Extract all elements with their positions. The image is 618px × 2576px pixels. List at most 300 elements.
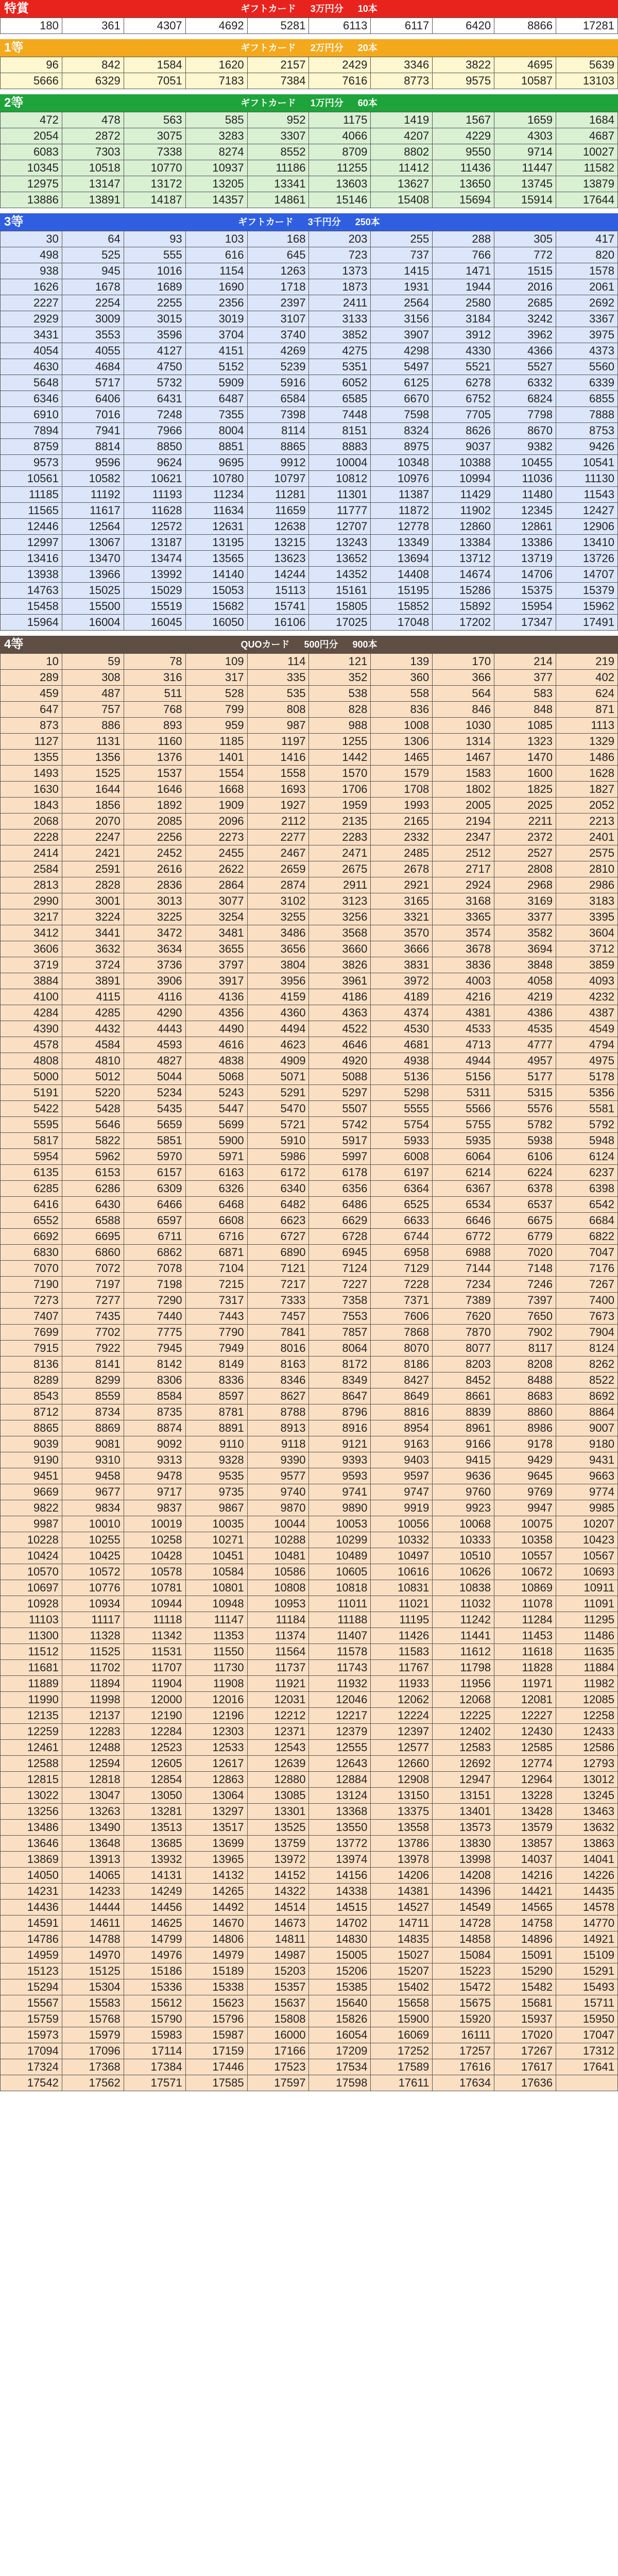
winning-number: 1175	[309, 112, 371, 128]
winning-number: 2165	[371, 814, 433, 829]
table-row	[1, 160, 618, 176]
winning-number: 2911	[309, 877, 371, 893]
winning-number: 959	[185, 718, 247, 734]
winning-number: 511	[124, 686, 185, 702]
winning-number: 5754	[371, 1117, 433, 1133]
winning-number: 988	[309, 718, 371, 734]
winning-number: 7902	[494, 1325, 556, 1341]
winning-number: 4298	[371, 343, 433, 359]
winning-number: 14408	[371, 567, 433, 583]
winning-number: 5177	[494, 1069, 556, 1085]
winning-number: 2135	[309, 814, 371, 829]
winning-number: 4684	[62, 359, 124, 375]
winning-number: 5555	[371, 1101, 433, 1117]
winning-number: 7443	[185, 1309, 247, 1325]
winning-number: 1185	[185, 734, 247, 750]
winning-number: 13047	[62, 1788, 124, 1804]
table-row	[1, 1836, 618, 1852]
winning-number: 6608	[185, 1213, 247, 1229]
winning-number: 4054	[1, 343, 62, 359]
winning-number: 4944	[433, 1053, 494, 1069]
prize-amount: 500円分	[304, 639, 338, 650]
table-row	[1, 503, 618, 519]
winning-number: 289	[1, 670, 62, 686]
winning-number: 7915	[1, 1341, 62, 1357]
winning-number: 2808	[494, 861, 556, 877]
winning-number: 203	[309, 231, 371, 247]
winning-number: 5497	[371, 359, 433, 375]
winning-number: 14861	[247, 192, 309, 208]
winning-number: 11921	[247, 1676, 309, 1692]
winning-number: 14858	[433, 1931, 494, 1947]
winning-number: 1944	[433, 279, 494, 295]
winning-number: 498	[1, 247, 62, 263]
winning-number: 10869	[494, 1580, 556, 1596]
winning-number: 7949	[185, 1341, 247, 1357]
winning-number: 6326	[185, 1181, 247, 1197]
winning-number: 9822	[1, 1500, 62, 1516]
winning-number: 647	[1, 702, 62, 718]
winning-number: 2828	[62, 877, 124, 893]
section-header	[0, 636, 618, 653]
winning-number: 8975	[371, 439, 433, 455]
table-row	[1, 343, 618, 359]
section-header	[0, 94, 618, 112]
winning-number: 5817	[1, 1133, 62, 1149]
winning-number: 13772	[309, 1836, 371, 1852]
winning-number: 1570	[309, 766, 371, 782]
winning-number: 3574	[433, 925, 494, 941]
winning-number: 11412	[371, 160, 433, 176]
winning-number: 3346	[371, 57, 433, 73]
winning-number: 352	[309, 670, 371, 686]
winning-number: 4695	[494, 57, 556, 73]
table-row	[1, 455, 618, 471]
winning-number: 3377	[494, 909, 556, 925]
winning-number: 7435	[62, 1309, 124, 1325]
winning-number: 15808	[247, 2011, 309, 2027]
winning-number: 4522	[309, 1021, 371, 1037]
winning-number: 14208	[433, 1868, 494, 1884]
winning-number: 12533	[185, 1740, 247, 1756]
winning-number: 2347	[433, 829, 494, 845]
prize-description	[0, 216, 618, 228]
winning-number: 10075	[494, 1516, 556, 1532]
winning-number: 15567	[1, 1995, 62, 2011]
table-row	[1, 1101, 618, 1117]
winning-number: 6135	[1, 1165, 62, 1181]
table-row	[1, 1085, 618, 1101]
winning-number: 478	[62, 112, 124, 128]
winning-number: 2929	[1, 311, 62, 327]
winning-number: 6822	[556, 1229, 618, 1245]
winning-number: 6585	[309, 391, 371, 407]
table-row	[1, 1580, 618, 1596]
winning-number: 16054	[309, 2027, 371, 2043]
winning-number: 6214	[433, 1165, 494, 1181]
winning-number: 13205	[185, 176, 247, 192]
winning-number: 12854	[124, 1772, 185, 1788]
winning-number: 9769	[494, 1484, 556, 1500]
winning-number: 180	[1, 18, 62, 34]
winning-number: 15375	[494, 583, 556, 599]
winning-number: 525	[62, 247, 124, 263]
winning-number: 8543	[1, 1388, 62, 1404]
table-row	[1, 1820, 618, 1836]
winning-number: 3859	[556, 957, 618, 973]
winning-number: 6945	[309, 1245, 371, 1261]
table-row	[1, 112, 618, 128]
table-row	[1, 686, 618, 702]
winning-number: 15950	[556, 2011, 618, 2027]
winning-number: 12345	[494, 503, 556, 519]
winning-number: 5012	[62, 1069, 124, 1085]
winning-number: 7888	[556, 407, 618, 423]
table-row	[1, 877, 618, 893]
winning-number: 4387	[556, 1005, 618, 1021]
winning-number: 11512	[1, 1644, 62, 1660]
winning-number: 10388	[433, 455, 494, 471]
table-row	[1, 1420, 618, 1436]
table-row	[1, 1916, 618, 1931]
winning-number: 1306	[371, 734, 433, 750]
winning-number: 8274	[185, 144, 247, 160]
table-row	[1, 925, 618, 941]
winning-number: 214	[494, 654, 556, 670]
table-row	[1, 144, 618, 160]
winning-number: 2096	[185, 814, 247, 829]
prize-type: ギフトカード	[238, 217, 294, 227]
table-row	[1, 893, 618, 909]
winning-number: 13067	[62, 535, 124, 551]
winning-number: 1802	[433, 782, 494, 798]
winning-number: 3906	[124, 973, 185, 989]
winning-number: 1706	[309, 782, 371, 798]
winning-number: 11436	[433, 160, 494, 176]
winning-number: 4432	[62, 1021, 124, 1037]
winning-number: 3123	[309, 893, 371, 909]
winning-number: 13243	[309, 535, 371, 551]
winning-number: 6367	[433, 1181, 494, 1197]
winning-number: 2228	[1, 829, 62, 845]
winning-number: 8986	[494, 1420, 556, 1436]
winning-number: 528	[185, 686, 247, 702]
table-row	[1, 1612, 618, 1628]
winning-number: 4189	[371, 989, 433, 1005]
winning-number: 15973	[1, 2027, 62, 2043]
winning-number: 5721	[247, 1117, 309, 1133]
table-row	[1, 583, 618, 599]
winning-number: 10510	[433, 1548, 494, 1564]
winning-number: 3822	[433, 57, 494, 73]
winning-number: 17542	[1, 2075, 62, 2091]
winning-number: 14226	[556, 1868, 618, 1884]
winning-number: 13830	[433, 1836, 494, 1852]
winning-number: 8552	[247, 144, 309, 160]
winning-number: 3395	[556, 909, 618, 925]
winning-number: 5938	[494, 1133, 556, 1149]
winning-number: 836	[371, 702, 433, 718]
winning-number: 9535	[185, 1468, 247, 1484]
winning-number: 6416	[1, 1197, 62, 1213]
winning-number: 12258	[556, 1708, 618, 1724]
winning-number: 1085	[494, 718, 556, 734]
winning-number: 3836	[433, 957, 494, 973]
winning-number: 7333	[247, 1293, 309, 1309]
winning-number: 4363	[309, 1005, 371, 1021]
winning-number: 6420	[433, 18, 494, 34]
winning-number: 3604	[556, 925, 618, 941]
winning-number: 11777	[309, 503, 371, 519]
winning-number: 2016	[494, 279, 556, 295]
winning-number: 828	[309, 702, 371, 718]
winning-number: 8597	[185, 1388, 247, 1404]
winning-number: 8349	[309, 1372, 371, 1388]
winning-number: 6178	[309, 1165, 371, 1181]
winning-number: 402	[556, 670, 618, 686]
winning-number: 14421	[494, 1884, 556, 1900]
winning-number: 9573	[1, 455, 62, 471]
winning-number: 17020	[494, 2027, 556, 2043]
winning-number: 5659	[124, 1117, 185, 1133]
winning-number: 14396	[433, 1884, 494, 1900]
winning-number: 8661	[433, 1388, 494, 1404]
winning-number: 3412	[1, 925, 62, 941]
winning-number: 13256	[1, 1804, 62, 1820]
winning-number: 6125	[371, 375, 433, 391]
winning-number: 7358	[309, 1293, 371, 1309]
winning-number: 10004	[309, 455, 371, 471]
winning-number: 10056	[371, 1516, 433, 1532]
winning-number: 14352	[309, 567, 371, 583]
winning-number: 7183	[185, 73, 247, 89]
winning-number: 13966	[62, 567, 124, 583]
table-row	[1, 1516, 618, 1532]
winning-number: 12617	[185, 1756, 247, 1772]
table-row	[1, 1852, 618, 1868]
winning-number: 17523	[247, 2059, 309, 2075]
winning-number: 2685	[494, 295, 556, 311]
winning-number: 12639	[247, 1756, 309, 1772]
winning-number: 12707	[309, 519, 371, 535]
table-row	[1, 1868, 618, 1884]
winning-number: 3441	[62, 925, 124, 941]
table-row	[1, 1708, 618, 1724]
prize-section	[0, 39, 618, 89]
winning-number: 1486	[556, 750, 618, 766]
winning-number: 5435	[124, 1101, 185, 1117]
winning-number: 8860	[494, 1404, 556, 1420]
table-row	[1, 551, 618, 567]
winning-number: 9837	[124, 1500, 185, 1516]
table-row	[1, 1117, 618, 1133]
winning-number: 12660	[371, 1756, 433, 1772]
winning-number: 13623	[247, 551, 309, 567]
winning-number: 4692	[185, 18, 247, 34]
table-row	[1, 1005, 618, 1021]
winning-number: 5527	[494, 359, 556, 375]
winning-number: 3486	[247, 925, 309, 941]
winning-number: 11702	[62, 1660, 124, 1676]
winning-number: 13470	[62, 551, 124, 567]
winning-number: 8452	[433, 1372, 494, 1388]
winning-number: 4151	[185, 343, 247, 359]
winning-number: 2584	[1, 861, 62, 877]
winning-number: 12062	[371, 1692, 433, 1708]
winning-number: 3907	[371, 327, 433, 343]
winning-number: 12947	[433, 1772, 494, 1788]
table-row	[1, 829, 618, 845]
winning-number: 8346	[247, 1372, 309, 1388]
winning-number: 17281	[556, 18, 618, 34]
section-gap	[0, 34, 618, 39]
section-header	[0, 0, 618, 18]
winning-number: 1471	[433, 263, 494, 279]
winning-number: 2025	[494, 798, 556, 814]
winning-number: 3712	[556, 941, 618, 957]
prize-description	[0, 42, 618, 54]
prize-rank: 4等	[4, 637, 24, 651]
winning-number: 6890	[247, 1245, 309, 1261]
winning-number: 10572	[62, 1564, 124, 1580]
winning-number: 10780	[185, 471, 247, 487]
winning-number: 4938	[371, 1053, 433, 1069]
prize-section	[0, 213, 618, 631]
winning-number: 7317	[185, 1293, 247, 1309]
winning-number: 3156	[371, 311, 433, 327]
winning-number: 4386	[494, 1005, 556, 1021]
winning-number: 13297	[185, 1804, 247, 1820]
winning-number: 10044	[247, 1516, 309, 1532]
winning-number: 9867	[185, 1500, 247, 1516]
winning-number: 11707	[124, 1660, 185, 1676]
winning-number: 13978	[371, 1852, 433, 1868]
winning-number: 8683	[494, 1388, 556, 1404]
winning-number: 945	[62, 263, 124, 279]
winning-number: 10557	[494, 1548, 556, 1564]
winning-number: 7398	[247, 407, 309, 423]
winning-number: 12433	[556, 1724, 618, 1740]
winning-number: 15675	[433, 1995, 494, 2011]
winning-number: 13579	[494, 1820, 556, 1836]
winning-number: 11284	[494, 1612, 556, 1628]
winning-number: 13573	[433, 1820, 494, 1836]
winning-number: 10053	[309, 1516, 371, 1532]
prize-count: 10本	[357, 4, 377, 14]
winning-number: 12583	[433, 1740, 494, 1756]
winning-number: 14811	[247, 1931, 309, 1947]
winning-number: 10697	[1, 1580, 62, 1596]
winning-number: 10451	[185, 1548, 247, 1564]
winning-number: 10567	[556, 1548, 618, 1564]
winning-number: 12631	[185, 519, 247, 535]
winning-number: 12016	[185, 1692, 247, 1708]
winning-number: 3826	[309, 957, 371, 973]
winning-number: 5243	[185, 1085, 247, 1101]
winning-number: 305	[494, 231, 556, 247]
winning-number: 11195	[371, 1612, 433, 1628]
winning-numbers-table	[0, 653, 618, 2091]
winning-number: 2485	[371, 845, 433, 861]
winning-number: 7870	[433, 1325, 494, 1341]
winning-number: 6824	[494, 391, 556, 407]
table-row	[1, 1149, 618, 1165]
winning-number: 893	[124, 718, 185, 734]
winning-number: 6124	[556, 1149, 618, 1165]
winning-number: 4303	[494, 128, 556, 144]
winning-number: 1515	[494, 263, 556, 279]
section-gap	[0, 631, 618, 636]
winning-number: 7894	[1, 423, 62, 439]
winning-number: 8753	[556, 423, 618, 439]
winning-number: 10994	[433, 471, 494, 487]
winning-number: 1678	[62, 279, 124, 295]
winning-number: 2591	[62, 861, 124, 877]
winning-number: 8735	[124, 1404, 185, 1420]
winning-number: 17025	[309, 615, 371, 631]
table-row	[1, 2043, 618, 2059]
winning-number: 3719	[1, 957, 62, 973]
winning-number: 13215	[247, 535, 309, 551]
table-row	[1, 1644, 618, 1660]
winning-number: 3582	[494, 925, 556, 941]
winning-number: 13375	[371, 1804, 433, 1820]
winning-number: 15113	[247, 583, 309, 599]
winning-number: 9118	[247, 1436, 309, 1452]
winning-number: 2659	[247, 861, 309, 877]
winning-number: 15681	[494, 1995, 556, 2011]
winning-number: 15223	[433, 1963, 494, 1979]
winning-number: 1131	[62, 734, 124, 750]
winning-number: 11091	[556, 1596, 618, 1612]
winning-number: 14987	[247, 1947, 309, 1963]
winning-number: 9890	[309, 1500, 371, 1516]
winning-number: 2836	[124, 877, 185, 893]
winning-number: 139	[371, 654, 433, 670]
winning-number: 7020	[494, 1245, 556, 1261]
winning-number: 15892	[433, 599, 494, 615]
winning-number: 6752	[433, 391, 494, 407]
winning-number: 15796	[185, 2011, 247, 2027]
winning-number: 11971	[494, 1676, 556, 1692]
winning-number: 15790	[124, 2011, 185, 2027]
winning-number: 7945	[124, 1341, 185, 1357]
winning-number: 6744	[371, 1229, 433, 1245]
winning-number: 8336	[185, 1372, 247, 1388]
winning-number: 12068	[433, 1692, 494, 1708]
table-row	[1, 615, 618, 631]
winning-number: 17384	[124, 2059, 185, 2075]
winning-number: 12303	[185, 1724, 247, 1740]
winning-number: 6728	[309, 1229, 371, 1245]
winning-number: 12997	[1, 535, 62, 551]
winning-number: 5521	[433, 359, 494, 375]
winning-number: 6356	[309, 1181, 371, 1197]
winning-number: 11894	[62, 1676, 124, 1692]
winning-number: 4584	[62, 1037, 124, 1053]
prize-rank: 2等	[4, 96, 24, 110]
winning-number: 5068	[185, 1069, 247, 1085]
winning-number: 12379	[309, 1724, 371, 1740]
winning-number: 8172	[309, 1357, 371, 1372]
winning-number: 4290	[124, 1005, 185, 1021]
winning-number: 9985	[556, 1500, 618, 1516]
winning-number: 3168	[433, 893, 494, 909]
winning-number: 15084	[433, 1947, 494, 1963]
prize-rank: 3等	[4, 215, 24, 229]
winning-number: 8839	[433, 1404, 494, 1420]
winning-number: 17616	[433, 2059, 494, 2075]
